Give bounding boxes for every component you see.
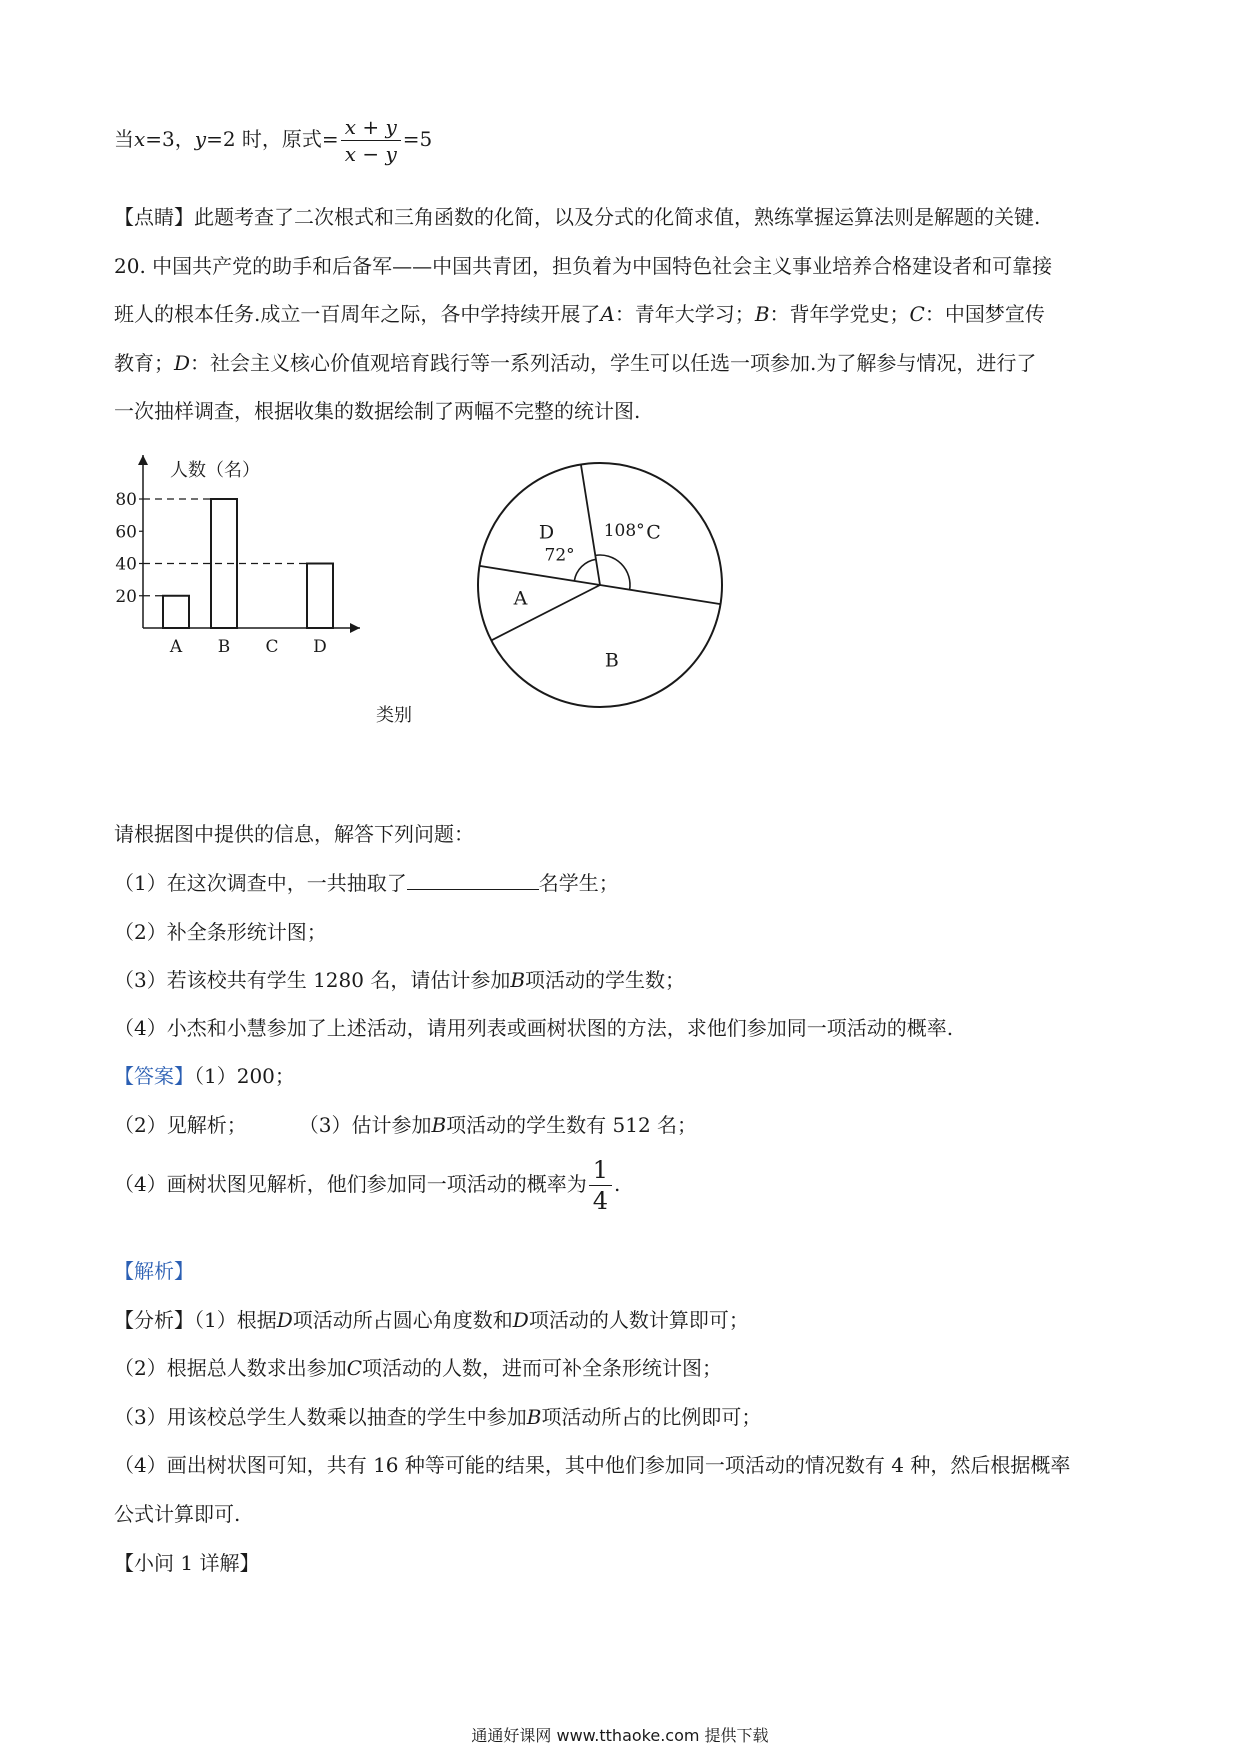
bar-chart	[115, 450, 420, 750]
problem-line-3	[114, 349, 1036, 377]
problem-line-4: 一次抽样调查，根据收集的数据绘制了两幅不完整的统计图.	[114, 399, 641, 423]
analysis-text: 项活动的人数，进而可补全条形统计图；	[362, 1356, 723, 1380]
question-3	[114, 966, 685, 994]
problem-text: 班人的根本任务.成立一百周年之际，各中学持续开展了	[114, 302, 601, 326]
pie-chart	[450, 450, 750, 750]
answer-4	[114, 1155, 620, 1216]
answer-2-3	[114, 1111, 697, 1139]
pie-label-b: B	[604, 649, 619, 672]
label-b: B	[526, 1405, 542, 1429]
analysis-text: 项活动所占的比例即可；	[541, 1405, 762, 1429]
question-text: （3）若该校共有学生 1280 名，请估计参加	[114, 968, 511, 992]
problem-line-2	[114, 300, 1045, 328]
y-tick-label: 20	[115, 586, 137, 607]
label-d: D	[512, 1308, 529, 1332]
bar-d	[307, 564, 333, 629]
problem-line-1: 20. 中国共产党的助手和后备军——中国共青团，担负着为中国特色社会主义事业培养合格建设者和可靠接	[114, 254, 1053, 278]
label-c: C	[909, 302, 925, 326]
analysis-2	[114, 1354, 722, 1382]
fraction-numerator: 1	[589, 1155, 612, 1186]
answer-blank[interactable]	[407, 869, 539, 890]
problem-text: 教育；	[114, 351, 174, 375]
question-1	[114, 869, 619, 897]
formula-eq-x: =3，	[145, 127, 195, 151]
analysis-4-cont: 公式计算即可.	[114, 1502, 241, 1526]
pie-label-d: D	[538, 521, 555, 544]
question-text: （1）在这次调查中，一共抽取了	[114, 871, 407, 895]
answer-text: .	[614, 1172, 621, 1196]
label-c: C	[346, 1356, 363, 1380]
page-footer: 通通好课网 www.tthaoke.com 提供下载	[471, 1726, 769, 1745]
x-tick-label: D	[313, 637, 327, 657]
analysis-text: （3）用该校总学生人数乘以抽查的学生中参加	[114, 1405, 527, 1429]
question-4: （4）小杰和小慧参加了上述活动，请用列表或画树状图的方法，求他们参加同一项活动的概率.	[114, 1016, 954, 1040]
analysis-text: 项活动的人数计算即可；	[528, 1308, 749, 1332]
problem-text: ：背年学党史；	[769, 302, 910, 326]
y-tick-label: 60	[115, 522, 137, 543]
fraction-denominator: x − y	[344, 142, 397, 166]
analysis-4: （4）画出树状图可知，共有 16 种等可能的结果，其中他们参加同一项活动的情况数有 4 种，然后根据概率	[114, 1453, 1071, 1477]
label-d: D	[174, 351, 191, 375]
formula-var-y: y	[194, 127, 207, 151]
analysis-tag: 【解析】	[114, 1259, 194, 1283]
pie-radius	[600, 585, 720, 604]
probability-fraction	[589, 1155, 612, 1216]
analysis-text: （2）根据总人数求出参加	[114, 1356, 347, 1380]
angle-label-d: 72°	[544, 545, 575, 566]
pie-radius	[480, 566, 600, 585]
y-axis-arrow	[138, 455, 148, 465]
angle-label-c: 108°	[603, 520, 645, 541]
fraction-denominator: 4	[592, 1187, 609, 1215]
problem-text: ：中国梦宣传	[924, 302, 1045, 326]
answer-text: （3）估计参加	[298, 1113, 432, 1137]
question-text: 名学生；	[538, 871, 619, 895]
question-text: 项活动的学生数；	[525, 968, 686, 992]
analysis-text: 【分析】（1）根据	[114, 1308, 277, 1332]
formula-var-x: x	[134, 127, 146, 151]
dianjing-line: 【点睛】此题考查了二次根式和三角函数的化简，以及分式的化简求值，熟练掌握运算法则是解题的关键.	[114, 205, 1041, 229]
analysis-text: 项活动所占圆心角度数和	[292, 1308, 513, 1332]
problem-text: ：青年大学习；	[614, 302, 755, 326]
answer-text: （1）200；	[194, 1064, 295, 1088]
problem-text: ：社会主义核心价值观培育践行等一系列活动，学生可以任选一项参加.为了解参与情况，进行了	[190, 351, 1037, 375]
answer-text: （4）画树状图见解析，他们参加同一项活动的概率为	[114, 1172, 587, 1196]
label-d: D	[276, 1308, 293, 1332]
answer-text: 项活动的学生数有 512 名；	[446, 1113, 698, 1137]
formula-fraction	[341, 114, 401, 167]
pie-radius	[581, 465, 600, 585]
bar-a	[163, 596, 189, 628]
question-2: （2）补全条形统计图；	[114, 920, 327, 944]
pie-label-c: C	[646, 521, 661, 544]
bar-ylabel: 人数（名）	[170, 460, 260, 481]
answer-text: （2）见解析；	[114, 1113, 247, 1137]
label-b: B	[431, 1113, 447, 1137]
x-tick-label: A	[169, 637, 183, 657]
formula-line	[114, 114, 432, 167]
analysis-1	[114, 1306, 749, 1334]
angle-arc-d	[574, 559, 596, 581]
bar-xlabel: 类别	[376, 705, 412, 726]
label-a: A	[600, 302, 615, 326]
label-b: B	[754, 302, 770, 326]
detail-heading: 【小问 1 详解】	[114, 1551, 260, 1575]
label-b: B	[510, 968, 526, 992]
pie-label-a: A	[513, 587, 528, 610]
formula-prefix: 当	[114, 127, 134, 151]
x-tick-label: C	[265, 637, 279, 657]
questions-intro: 请根据图中提供的信息，解答下列问题：	[114, 822, 474, 846]
fraction-numerator: x + y	[341, 114, 401, 141]
y-tick-label: 40	[115, 554, 137, 575]
answer-tag: 【答案】	[114, 1064, 194, 1088]
answer-1	[114, 1062, 295, 1090]
y-tick-label: 80	[115, 490, 137, 510]
x-tick-label: B	[217, 637, 231, 657]
analysis-3	[114, 1403, 761, 1431]
formula-eq-y: =2 时，原式=	[206, 127, 339, 151]
formula-result: =5	[402, 127, 433, 151]
pie-radius	[491, 585, 600, 640]
x-axis-arrow	[350, 623, 360, 633]
